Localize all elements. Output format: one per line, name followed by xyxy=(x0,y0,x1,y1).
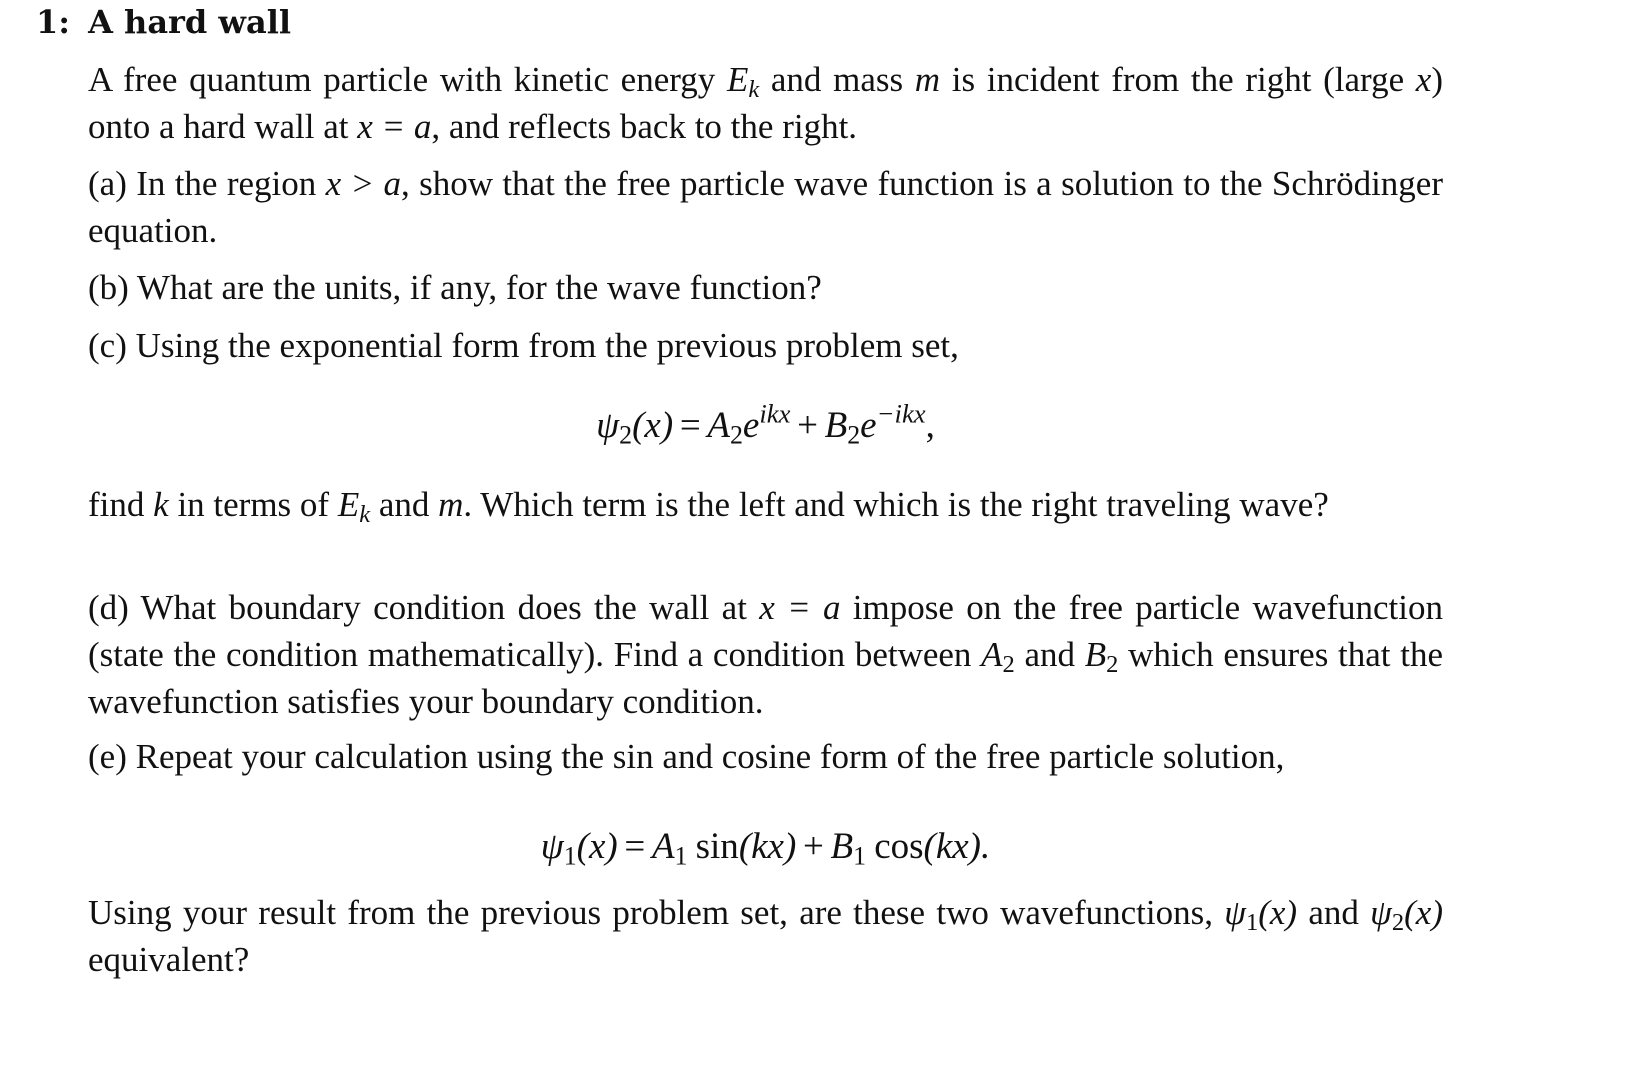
math-var: A xyxy=(651,826,675,867)
text: in terms of xyxy=(168,485,338,524)
text: equivalent? xyxy=(88,940,250,979)
math-punct: , xyxy=(925,405,935,446)
math-var: e xyxy=(860,405,877,446)
part-b xyxy=(88,264,1443,311)
part-e-intro xyxy=(88,733,1443,780)
text: (b) What are the units, if any, for the wave function? xyxy=(88,268,822,307)
math-sub: 1 xyxy=(853,841,867,871)
math-var: A xyxy=(981,635,1003,674)
math-func: sin xyxy=(695,826,739,867)
text: which ensures that the wavefunction satisfies your boundary condition. xyxy=(88,635,1443,721)
math-op: + xyxy=(802,826,824,867)
math-expr: x > a xyxy=(325,164,401,203)
intro-paragraph xyxy=(88,56,1443,150)
problem-title: A hard wall xyxy=(88,3,292,41)
math-func: cos xyxy=(874,826,924,867)
math-var: ψ xyxy=(1224,893,1246,932)
math-var: E xyxy=(337,485,360,524)
math-var: ψ xyxy=(596,405,620,446)
math-arg: (x) xyxy=(1404,893,1443,932)
part-e-question xyxy=(88,889,1443,983)
text: and xyxy=(1297,893,1371,932)
math-var: x xyxy=(1415,60,1432,99)
math-arg: (x) xyxy=(1258,893,1298,932)
text: and xyxy=(370,485,439,524)
part-d xyxy=(88,584,1443,725)
part-a xyxy=(88,160,1443,254)
math-sub: k xyxy=(748,76,760,104)
text: and xyxy=(1014,635,1085,674)
text: , and reflects back to the right. xyxy=(431,107,858,146)
text: ) onto a hard wall at xyxy=(88,60,1443,146)
problem-heading xyxy=(36,2,291,42)
math-var: B xyxy=(830,826,854,867)
text: , show that the free particle wave function is a solution to the Schrödinger equation. xyxy=(88,164,1443,250)
math-sub: k xyxy=(359,501,371,529)
math-expr: x = a xyxy=(759,588,841,627)
math-var: B xyxy=(1084,635,1107,674)
equation-psi2 xyxy=(88,398,1443,451)
part-c-question xyxy=(88,481,1443,528)
math-arg: (kx) xyxy=(738,826,797,867)
math-var: m xyxy=(438,485,464,524)
math-var: A xyxy=(707,405,730,446)
math-sub: 2 xyxy=(729,420,743,450)
text: (a) In the region xyxy=(88,164,326,203)
math-var: e xyxy=(742,405,760,446)
text: (c) Using the exponential form from the previous problem set, xyxy=(88,326,959,365)
math-var: k xyxy=(153,485,169,524)
math-expr: x = a xyxy=(357,107,432,146)
math-arg: (x) xyxy=(576,826,618,867)
text: A free quantum particle with kinetic energy xyxy=(88,60,727,99)
math-op: + xyxy=(797,405,818,446)
math-sub: 1 xyxy=(1245,909,1259,937)
text: impose on the free particle wavefunction (state the condition mathematically). Find a condition between xyxy=(88,588,1443,674)
math-arg: (kx). xyxy=(923,826,991,867)
text: find xyxy=(88,485,154,524)
equation-psi1 xyxy=(88,822,1443,872)
math-sup: −ikx xyxy=(876,398,926,429)
math-var: B xyxy=(824,405,848,446)
part-c-intro xyxy=(88,322,1443,369)
math-arg: (x) xyxy=(632,405,674,446)
math-sub: 2 xyxy=(1002,651,1015,679)
math-op: = xyxy=(624,826,646,867)
math-sub: 1 xyxy=(674,841,688,871)
text: Using your result from the previous problem set, are these two wavefunctions, xyxy=(88,893,1225,932)
math-op: = xyxy=(679,405,701,446)
math-var: ψ xyxy=(540,826,564,867)
text: . Which term is the left and which is the right traveling wave? xyxy=(463,485,1329,524)
text: is incident from the right (large xyxy=(940,60,1416,99)
math-var: m xyxy=(914,60,941,99)
text: and mass xyxy=(759,60,915,99)
math-var: E xyxy=(726,60,749,99)
text: (e) Repeat your calculation using the sin and cosine form of the free particle solution, xyxy=(88,737,1285,776)
math-var: ψ xyxy=(1370,893,1392,932)
math-sup: ikx xyxy=(759,398,791,429)
text: (d) What boundary condition does the wall at xyxy=(88,588,760,627)
math-sub: 1 xyxy=(563,841,577,871)
math-sub: 2 xyxy=(1391,909,1405,937)
math-sub: 2 xyxy=(619,420,633,450)
problem-number: 1: xyxy=(36,3,71,41)
math-sub: 2 xyxy=(1106,651,1119,679)
math-sub: 2 xyxy=(847,420,861,450)
